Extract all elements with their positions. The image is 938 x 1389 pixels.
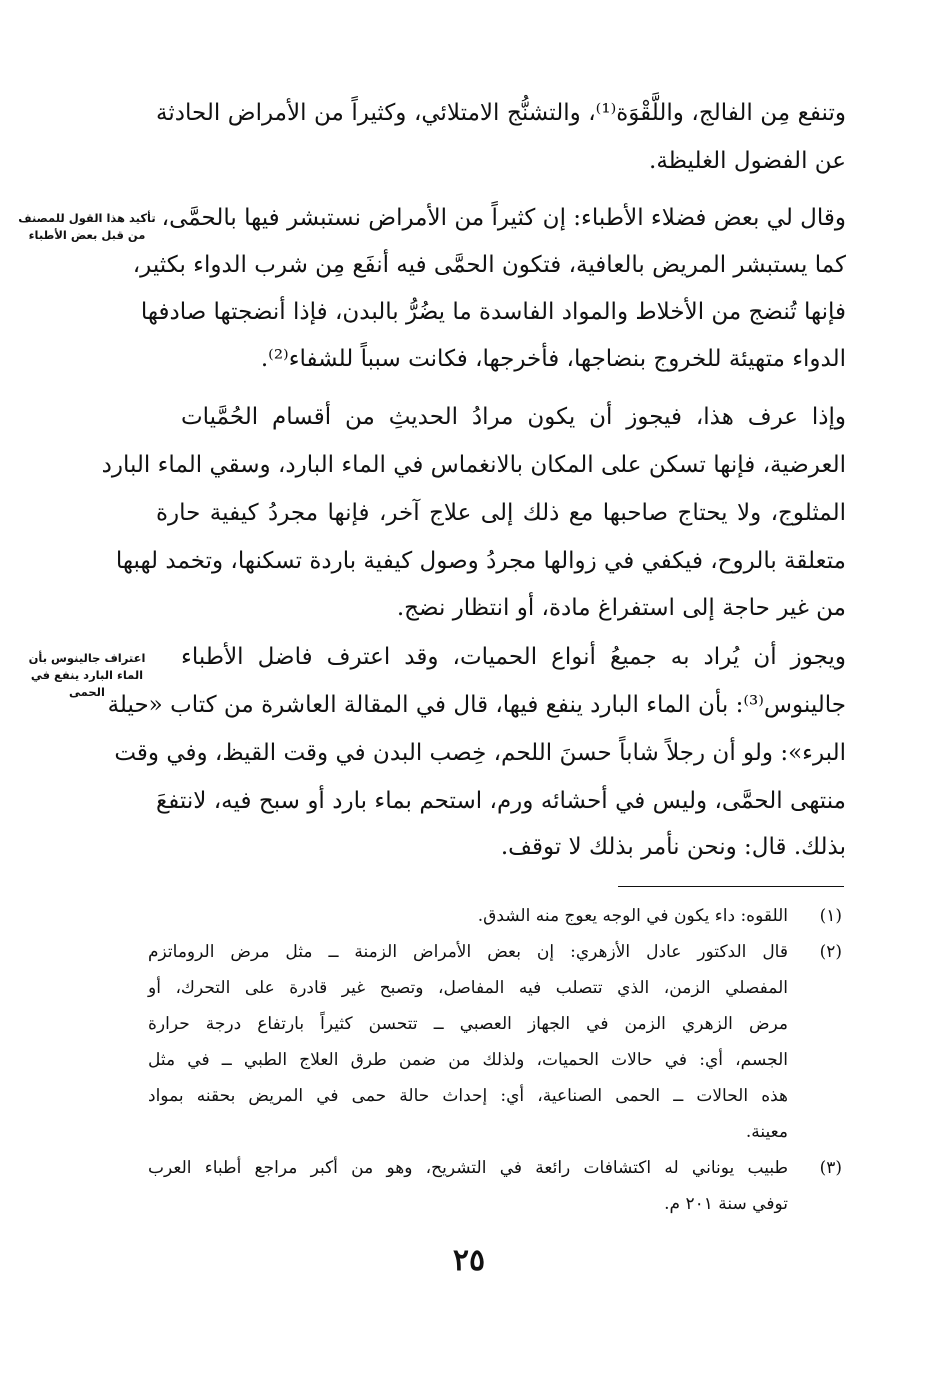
margin-note-line: الماء البارد ينفع في xyxy=(30,668,144,682)
footnote-line: مرض الزهري الزمن في الجهاز العصبي ــ تتحسن كثيراً بارتفاع درجة حرارة xyxy=(148,1014,788,1034)
margin-note xyxy=(8,650,166,701)
body-line: متعلقة بالروح، فيكفي في زوالها مجردُ وصول كيفية باردة تسكنها، وتخمد لهبها xyxy=(115,548,846,574)
body-line: وتنفع مِن الفالج، واللَّقْوَة⁽¹⁾، والتشنُّج الامتلائي، وكثيراً من الأمراض الحادثة xyxy=(156,100,846,126)
footnote-line: المفصلي الزمن، الذي تتصلب فيه المفاصل، وتصبح غير قادرة على التحرك، أو xyxy=(148,978,788,998)
body-line: وقال لي بعض فضلاء الأطباء: إن كثيراً من الأمراض نستبشر فيها بالحمَّى، xyxy=(161,205,846,231)
margin-note-line: اعتراف جالينوس بأن xyxy=(28,651,146,665)
footnote-line: الجسم، أي: في حالات الحميات، ولذلك من ضمن طرق العلاج الطبي ــ في مثل xyxy=(148,1050,788,1070)
margin-note-line: الحمى xyxy=(69,685,105,699)
body-line: وإذا عرف هذا، فيجوز أن يكون مرادُ الحديثِ من أقسام الحُمَّيات xyxy=(181,404,846,430)
body-line: بذلك. قال: ونحن نأمر بذلك لا توقف. xyxy=(500,834,846,860)
body-line: البرء»: ولو أن رجلاً شاباً حسنَ اللحم، خِصب البدن في وقت القيظ، وفي وقت xyxy=(114,740,846,766)
footnote-number: (٢) xyxy=(819,942,842,962)
footnote-line: اللقوه: داء يكون في الوجه يعوج منه الشدق. xyxy=(477,906,788,926)
body-line: فإنها تُنضج من الأخلاط والمواد الفاسدة ما يضُرُّ بالبدن، فإذا أنضجتها صادفها xyxy=(140,299,846,325)
body-line: العرضية، فإنها تسكن على المكان بالانغماس في الماء البارد، وسقي الماء البارد xyxy=(101,452,846,478)
footnote-line: هذه الحالات ــ الحمى الصناعية، أي: إحداث حالة حمى في المريض بحقنه بمواد xyxy=(148,1086,788,1106)
page-number: ٢٥ xyxy=(452,1243,486,1278)
body-line: المثلوج، ولا يحتاج صاحبها مع ذلك إلى علاج آخر، فإنها مجردُ كيفية حارة xyxy=(156,500,846,526)
footnote-separator xyxy=(618,886,844,887)
margin-note-line: تأكيد هذا القول للمصنف xyxy=(18,211,156,225)
body-line: منتهى الحمَّى، وليس في أحشائه ورم، استحم بماء بارد أو سبح فيه، لانتفعَ xyxy=(156,788,846,814)
body-line: الدواء متهيئة للخروج بنضاجها، فأخرجها، فكانت سبباً للشفاء⁽²⁾. xyxy=(260,346,846,372)
body-line: ويجوز أن يُراد به جميعُ أنواع الحميات، وقد اعترف فاضل الأطباء xyxy=(181,644,846,670)
footnote-line: طبيب يوناني له اكتشافات رائعة في التشريح، وهو من أكبر مراجع أطباء العرب xyxy=(148,1158,788,1178)
footnote-number: (٣) xyxy=(819,1158,842,1178)
footnote-line: معينة. xyxy=(745,1122,788,1142)
body-line: عن الفضول الغليظة. xyxy=(649,148,846,174)
body-line: من غير حاجة إلى استفراغ مادة، أو انتظار نضج. xyxy=(396,595,846,621)
footnote-line: توفي سنة ٢٠١ م. xyxy=(664,1194,788,1214)
footnote-line: قال الدكتور عادل الأزهري: إن بعض الأمراض الزمنة ــ مثل مرض الروماتزم xyxy=(148,942,788,962)
margin-note-line: من قبل بعض الأطباء xyxy=(28,228,146,242)
margin-note xyxy=(8,210,166,244)
body-line: كما يستبشر المريض بالعافية، فتكون الحمَّى فيه أنفَع مِن شرب الدواء بكثير، xyxy=(132,252,846,278)
footnote-number: (١) xyxy=(819,906,842,926)
body-line: جالينوس⁽³⁾: بأن الماء البارد ينفع فيها، قال في المقالة العاشرة من كتاب «حيلة xyxy=(107,692,846,718)
